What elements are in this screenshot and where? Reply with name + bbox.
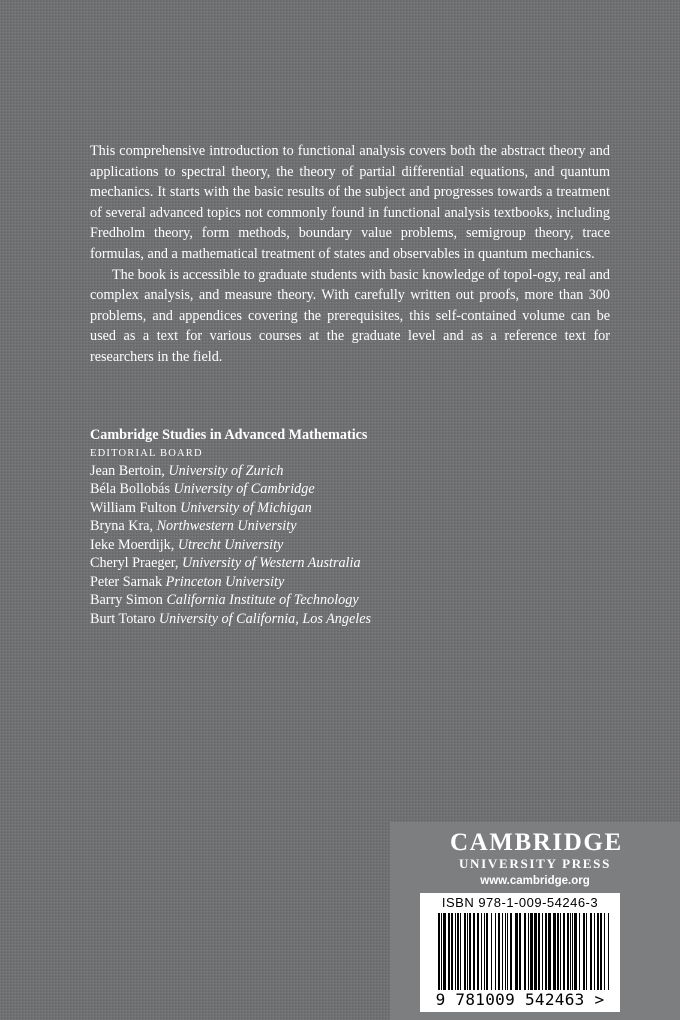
barcode-bar	[460, 913, 461, 993]
barcode-bar	[563, 913, 565, 993]
barcode-bar	[570, 913, 571, 993]
member-affiliation: Utrecht University	[177, 536, 284, 553]
barcode-bar	[495, 913, 496, 993]
barcode-bar	[519, 913, 521, 993]
isbn-barcode	[420, 893, 620, 1012]
barcode-bar	[505, 913, 506, 993]
editorial-board-list	[90, 462, 610, 629]
publisher-logo	[450, 829, 623, 872]
barcode-bar	[604, 913, 605, 993]
blurb-paragraph-1: This comprehensive introduction to functional analysis covers both the abstract theory and applications to spectral theory, the theory of partial differential equations, and quantum mechanics. It starts with the basic results of the subject and progresses towards a treatment of several advanced topics not commonly found in functional analysis textbooks, including Fredholm theory, form methods, boundary value problems, semigroup theory, trace formulas, and a mathematical treatment of states and observables in quantum mechanics.	[90, 143, 610, 262]
member-affiliation: University of Western Australia	[182, 555, 361, 571]
board-member	[90, 462, 610, 481]
member-affiliation: University of Michigan	[180, 499, 312, 516]
barcode-bar	[534, 913, 537, 993]
barcode-bar	[438, 913, 440, 999]
board-member	[90, 591, 610, 610]
barcode-bar	[507, 913, 508, 993]
board-member	[90, 536, 610, 555]
back-cover-blurb	[90, 141, 610, 368]
member-affiliation: University of California, Los Angeles	[158, 610, 372, 627]
barcode-bar	[579, 913, 580, 993]
barcode-bar	[448, 913, 450, 993]
member-affiliation: California Institute of Technology	[166, 592, 359, 608]
barcode-bar	[484, 913, 485, 993]
barcode-bar	[586, 913, 587, 993]
barcode-bar	[502, 913, 503, 993]
barcode-bar	[469, 913, 471, 993]
barcode-bar	[481, 913, 482, 993]
barcode-bar	[464, 913, 466, 993]
barcode-bar	[498, 913, 500, 993]
publisher-subtitle: UNIVERSITY PRESS	[458, 856, 612, 871]
barcode-bar	[597, 913, 599, 993]
barcode-bar	[574, 913, 577, 993]
barcode-bar	[524, 913, 526, 999]
barcode-bar	[486, 913, 488, 993]
barcode-bar	[538, 913, 540, 993]
series-title: Cambridge Studies in Advanced Mathematics	[90, 427, 368, 443]
member-name: Burt Totaro	[90, 610, 156, 627]
board-member	[90, 554, 610, 573]
board-member	[90, 499, 610, 518]
barcode-bar	[473, 913, 475, 993]
publisher-url: www.cambridge.org	[480, 875, 590, 887]
member-affiliation: Princeton University	[165, 573, 285, 590]
barcode-bar	[515, 913, 518, 993]
barcode-bar	[600, 913, 602, 993]
barcode-bar	[567, 913, 569, 993]
blurb-paragraph-2: The book is accessible to graduate students with basic knowledge of topol-ogy, real and complex analysis, and measure theory. With carefully written out proofs, more than 300 problems, and appendices covering the prerequisites, this self-contained volume can be used as a text for various courses at the graduate level and as a reference text for researchers in the field.	[90, 266, 610, 365]
barcode-bar	[594, 913, 595, 993]
barcode-bar	[491, 913, 492, 993]
member-name: Ieke Moerdijk,	[90, 536, 175, 553]
member-affiliation: University of Zurich	[168, 462, 284, 479]
member-name: Cheryl Praeger,	[90, 555, 179, 571]
barcode-bar	[528, 913, 529, 993]
barcode-bar	[455, 913, 456, 993]
barcode-digits: 9 781009 542463 >	[420, 990, 620, 1010]
isbn-label: ISBN 978-1-009-54246-3	[441, 895, 599, 910]
publisher-name: CAMBRIDGE	[450, 829, 623, 856]
barcode-bar	[467, 913, 468, 993]
barcode-bar	[557, 913, 559, 993]
member-name: Jean Bertoin,	[90, 462, 165, 479]
member-affiliation: University of Cambridge	[173, 481, 315, 497]
barcode-bar	[457, 913, 459, 993]
series-info	[90, 426, 610, 628]
barcode-bar	[542, 913, 543, 993]
barcode-bar	[545, 913, 547, 993]
board-member	[90, 573, 610, 592]
barcode-bar	[443, 913, 446, 993]
barcode-bar	[553, 913, 556, 993]
member-name: Barry Simon	[90, 592, 163, 608]
barcode-bar	[477, 913, 479, 993]
barcode-bar	[451, 913, 453, 993]
barcode-bar	[530, 913, 533, 993]
board-member	[90, 517, 610, 536]
member-affiliation: Northwestern University	[156, 518, 297, 534]
barcode-bar	[548, 913, 551, 993]
member-name: William Fulton	[90, 499, 177, 516]
editorial-board-heading: EDITORIAL BOARD	[90, 447, 203, 459]
member-name: Bryna Kra,	[90, 518, 154, 534]
barcode-bar	[590, 913, 592, 993]
barcode-bar	[608, 913, 609, 999]
member-name: Peter Sarnak	[90, 573, 163, 590]
board-member	[90, 480, 610, 499]
member-name: Béla Bollobás	[90, 481, 170, 497]
barcode-bar	[441, 913, 442, 999]
barcode-bar	[572, 913, 573, 993]
barcode-bar	[583, 913, 585, 993]
barcode-bar	[510, 913, 512, 993]
board-member	[90, 610, 610, 629]
barcode-bar	[560, 913, 561, 993]
